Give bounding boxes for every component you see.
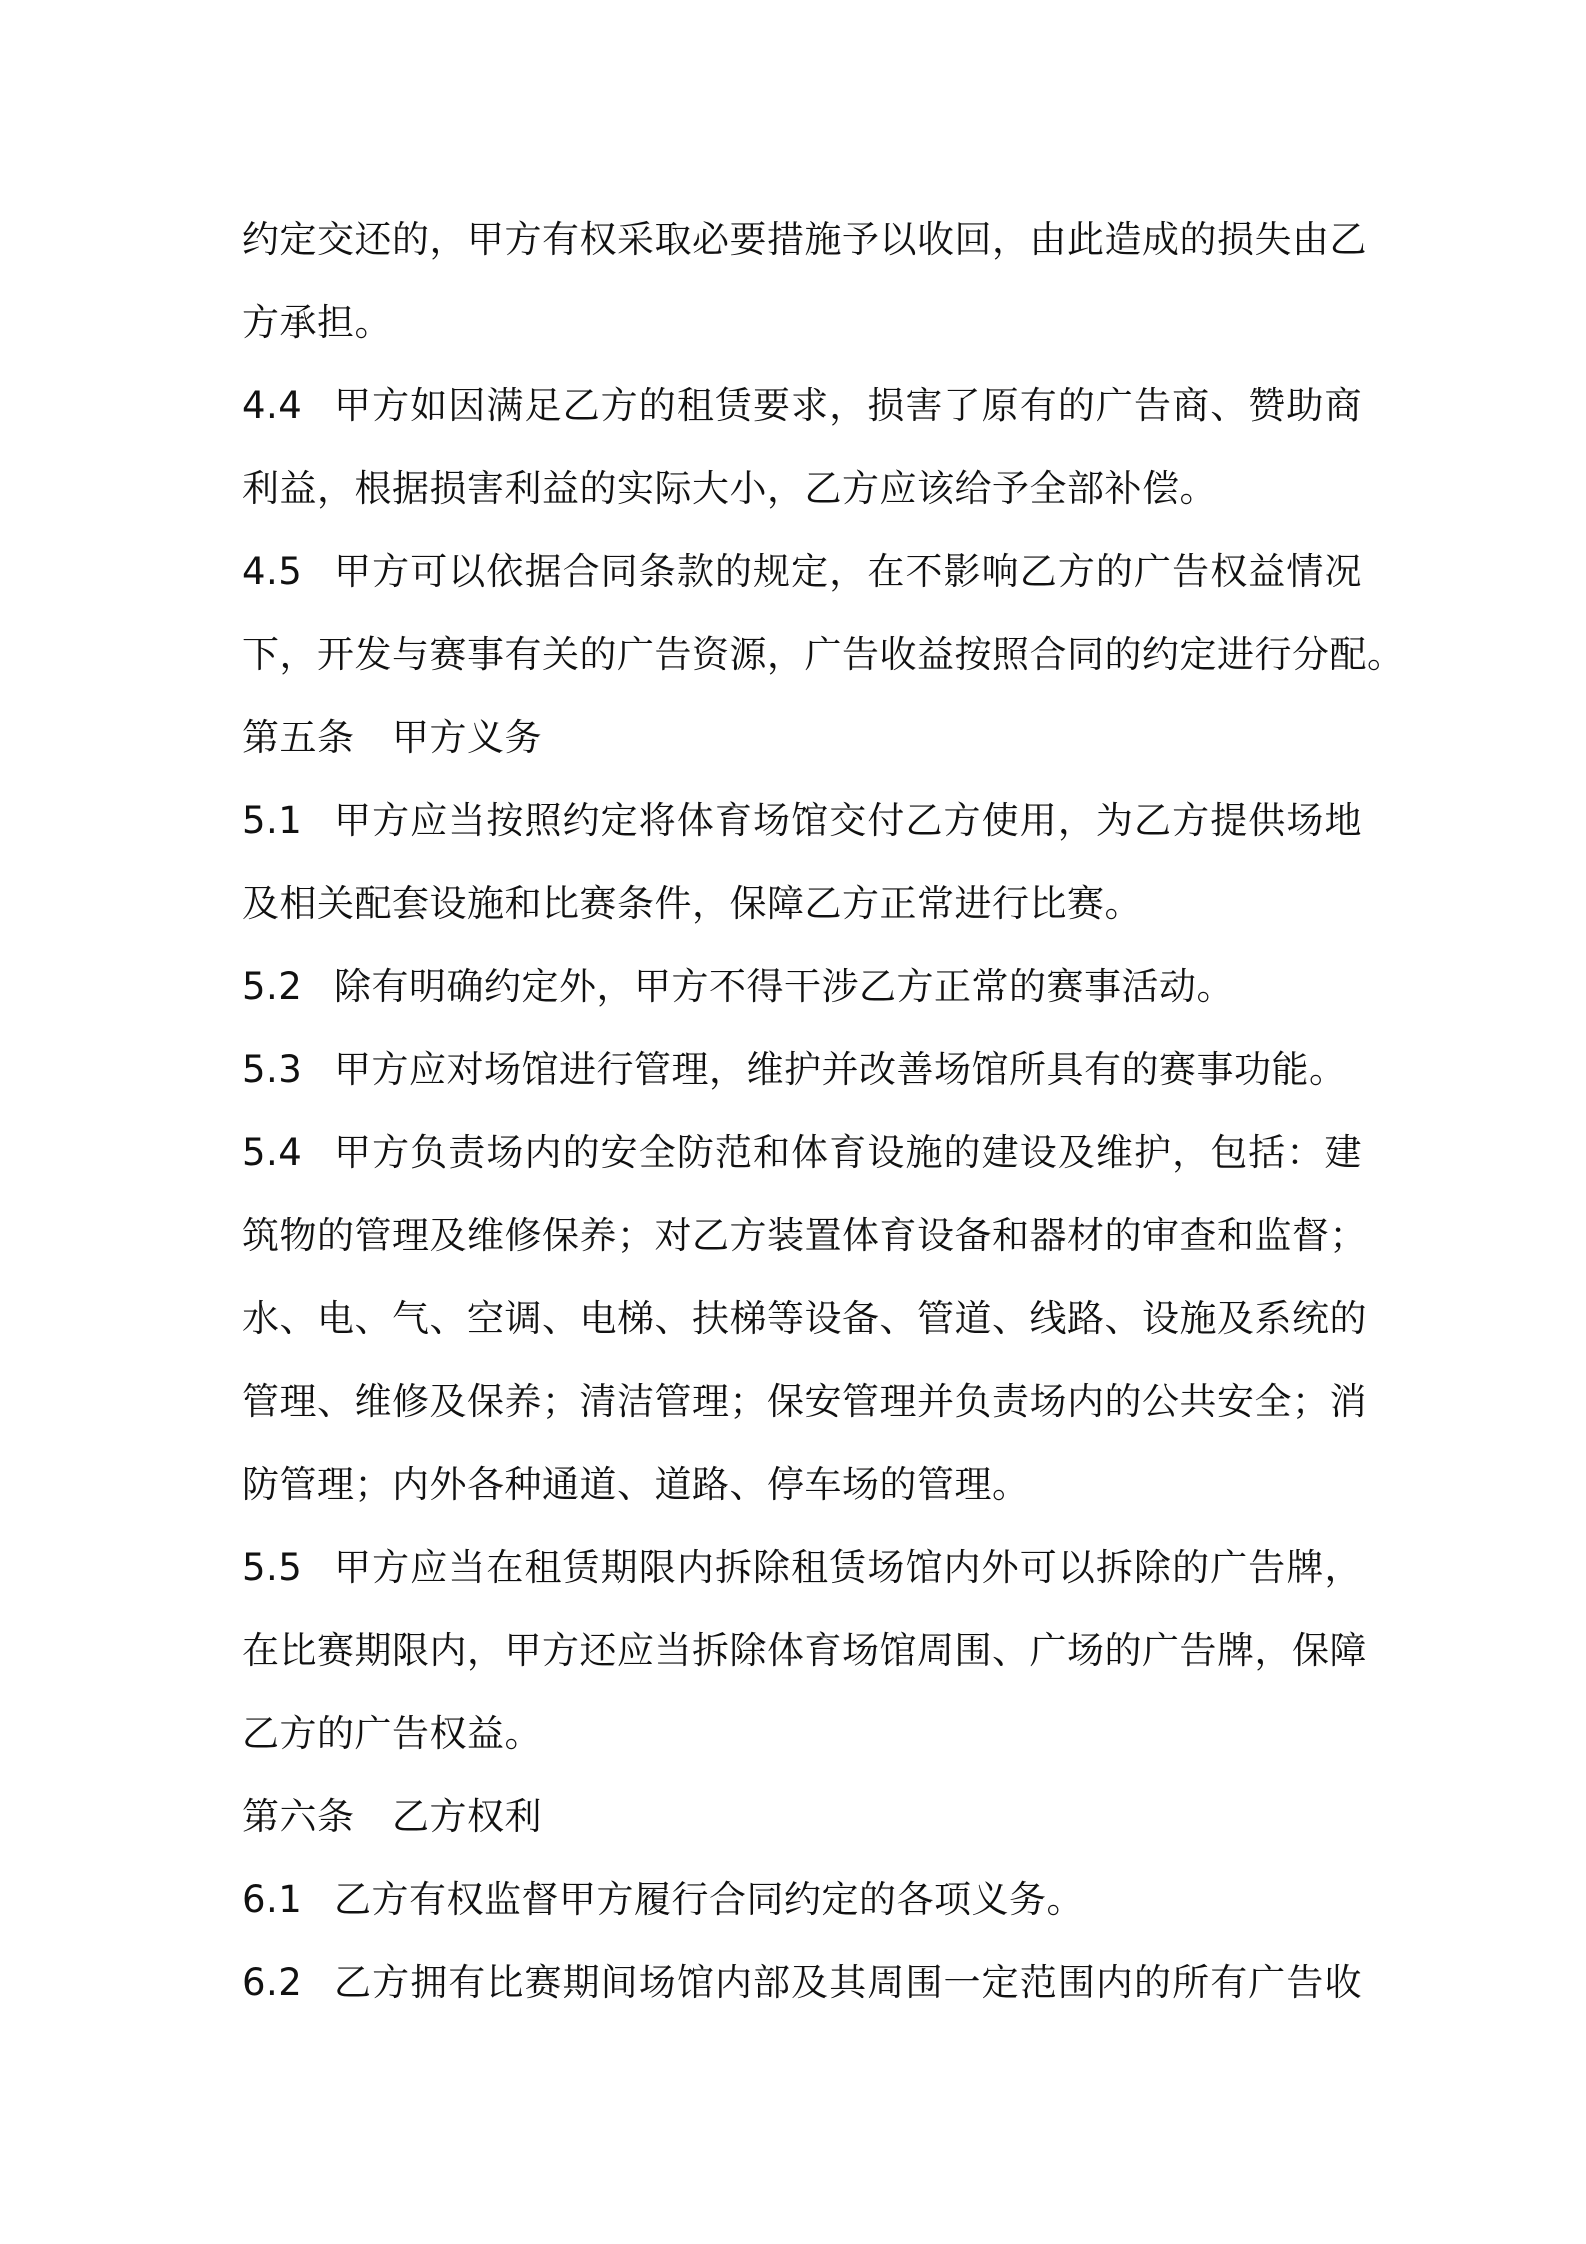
section-heading	[242, 696, 1362, 779]
text-line	[242, 862, 1362, 945]
document-body	[242, 198, 1405, 2024]
text-line	[242, 1443, 1362, 1526]
clause-number: 5.2	[242, 965, 303, 1008]
line-text: 乙方的广告权益。	[242, 1712, 542, 1755]
clause-line	[242, 1526, 1362, 1609]
section-label: 第六条	[242, 1795, 355, 1838]
section-heading	[242, 1775, 1362, 1858]
line-text: 防管理；内外各种通道、道路、停车场的管理。	[242, 1463, 1030, 1506]
line-text: 乙方有权监督甲方履行合同约定的各项义务。	[334, 1878, 1084, 1921]
clause-number: 6.2	[242, 1961, 303, 2004]
section-label: 第五条	[242, 716, 355, 759]
clause-number: 5.1	[242, 799, 303, 842]
clause-number: 5.3	[242, 1048, 303, 1091]
line-text: 水、电、气、空调、电梯、扶梯等设备、管道、线路、设施及系统的	[242, 1297, 1367, 1340]
clause-number: 4.5	[242, 550, 303, 593]
clause-line	[242, 364, 1362, 447]
line-text: 甲方如因满足乙方的租赁要求，损害了原有的广告商、赞助商	[334, 384, 1362, 427]
line-text: 甲方义务	[392, 716, 542, 759]
line-text: 方承担。	[242, 301, 392, 344]
clause-number: 5.5	[242, 1546, 303, 1589]
clause-line	[242, 1941, 1362, 2024]
clause-line	[242, 1111, 1362, 1194]
line-text: 利益，根据损害利益的实际大小，乙方应该给予全部补偿。	[242, 467, 1217, 510]
line-text: 管理、维修及保养；清洁管理；保安管理并负责场内的公共安全；消	[242, 1380, 1367, 1423]
line-text: 乙方拥有比赛期间场馆内部及其周围一定范围内的所有广告收	[334, 1961, 1362, 2004]
text-line	[242, 1277, 1367, 1360]
clause-line	[242, 945, 1362, 1028]
clause-line	[242, 779, 1362, 862]
line-text: 及相关配套设施和比赛条件，保障乙方正常进行比赛。	[242, 882, 1142, 925]
line-text: 下，开发与赛事有关的广告资源，广告收益按照合同的约定进行分配。	[242, 633, 1405, 676]
line-text: 除有明确约定外，甲方不得干涉乙方正常的赛事活动。	[334, 965, 1234, 1008]
clause-number: 4.4	[242, 384, 303, 427]
line-text: 甲方应对场馆进行管理，维护并改善场馆所具有的赛事功能。	[334, 1048, 1347, 1091]
clause-number: 6.1	[242, 1878, 303, 1921]
clause-line	[242, 530, 1362, 613]
text-line	[242, 281, 1362, 364]
line-text: 在比赛期限内，甲方还应当拆除体育场馆周围、广场的广告牌，保障	[242, 1629, 1367, 1672]
clause-number: 5.4	[242, 1131, 303, 1174]
text-line	[242, 198, 1367, 281]
text-line	[242, 1609, 1367, 1692]
text-line	[242, 1194, 1367, 1277]
line-text: 筑物的管理及维修保养；对乙方装置体育设备和器材的审查和监督；	[242, 1214, 1367, 1257]
line-text: 乙方权利	[392, 1795, 542, 1838]
text-line	[242, 447, 1362, 530]
line-text: 甲方应当在租赁期限内拆除租赁场馆内外可以拆除的广告牌，	[334, 1546, 1362, 1589]
text-line	[242, 1692, 1362, 1775]
line-text: 约定交还的，甲方有权采取必要措施予以收回，由此造成的损失由乙	[242, 218, 1367, 261]
line-text: 甲方应当按照约定将体育场馆交付乙方使用，为乙方提供场地	[334, 799, 1362, 842]
text-line	[242, 613, 1405, 696]
clause-line	[242, 1858, 1362, 1941]
text-line	[242, 1360, 1367, 1443]
line-text: 甲方负责场内的安全防范和体育设施的建设及维护，包括：建	[334, 1131, 1362, 1174]
clause-line	[242, 1028, 1362, 1111]
line-text: 甲方可以依据合同条款的规定，在不影响乙方的广告权益情况	[334, 550, 1362, 593]
